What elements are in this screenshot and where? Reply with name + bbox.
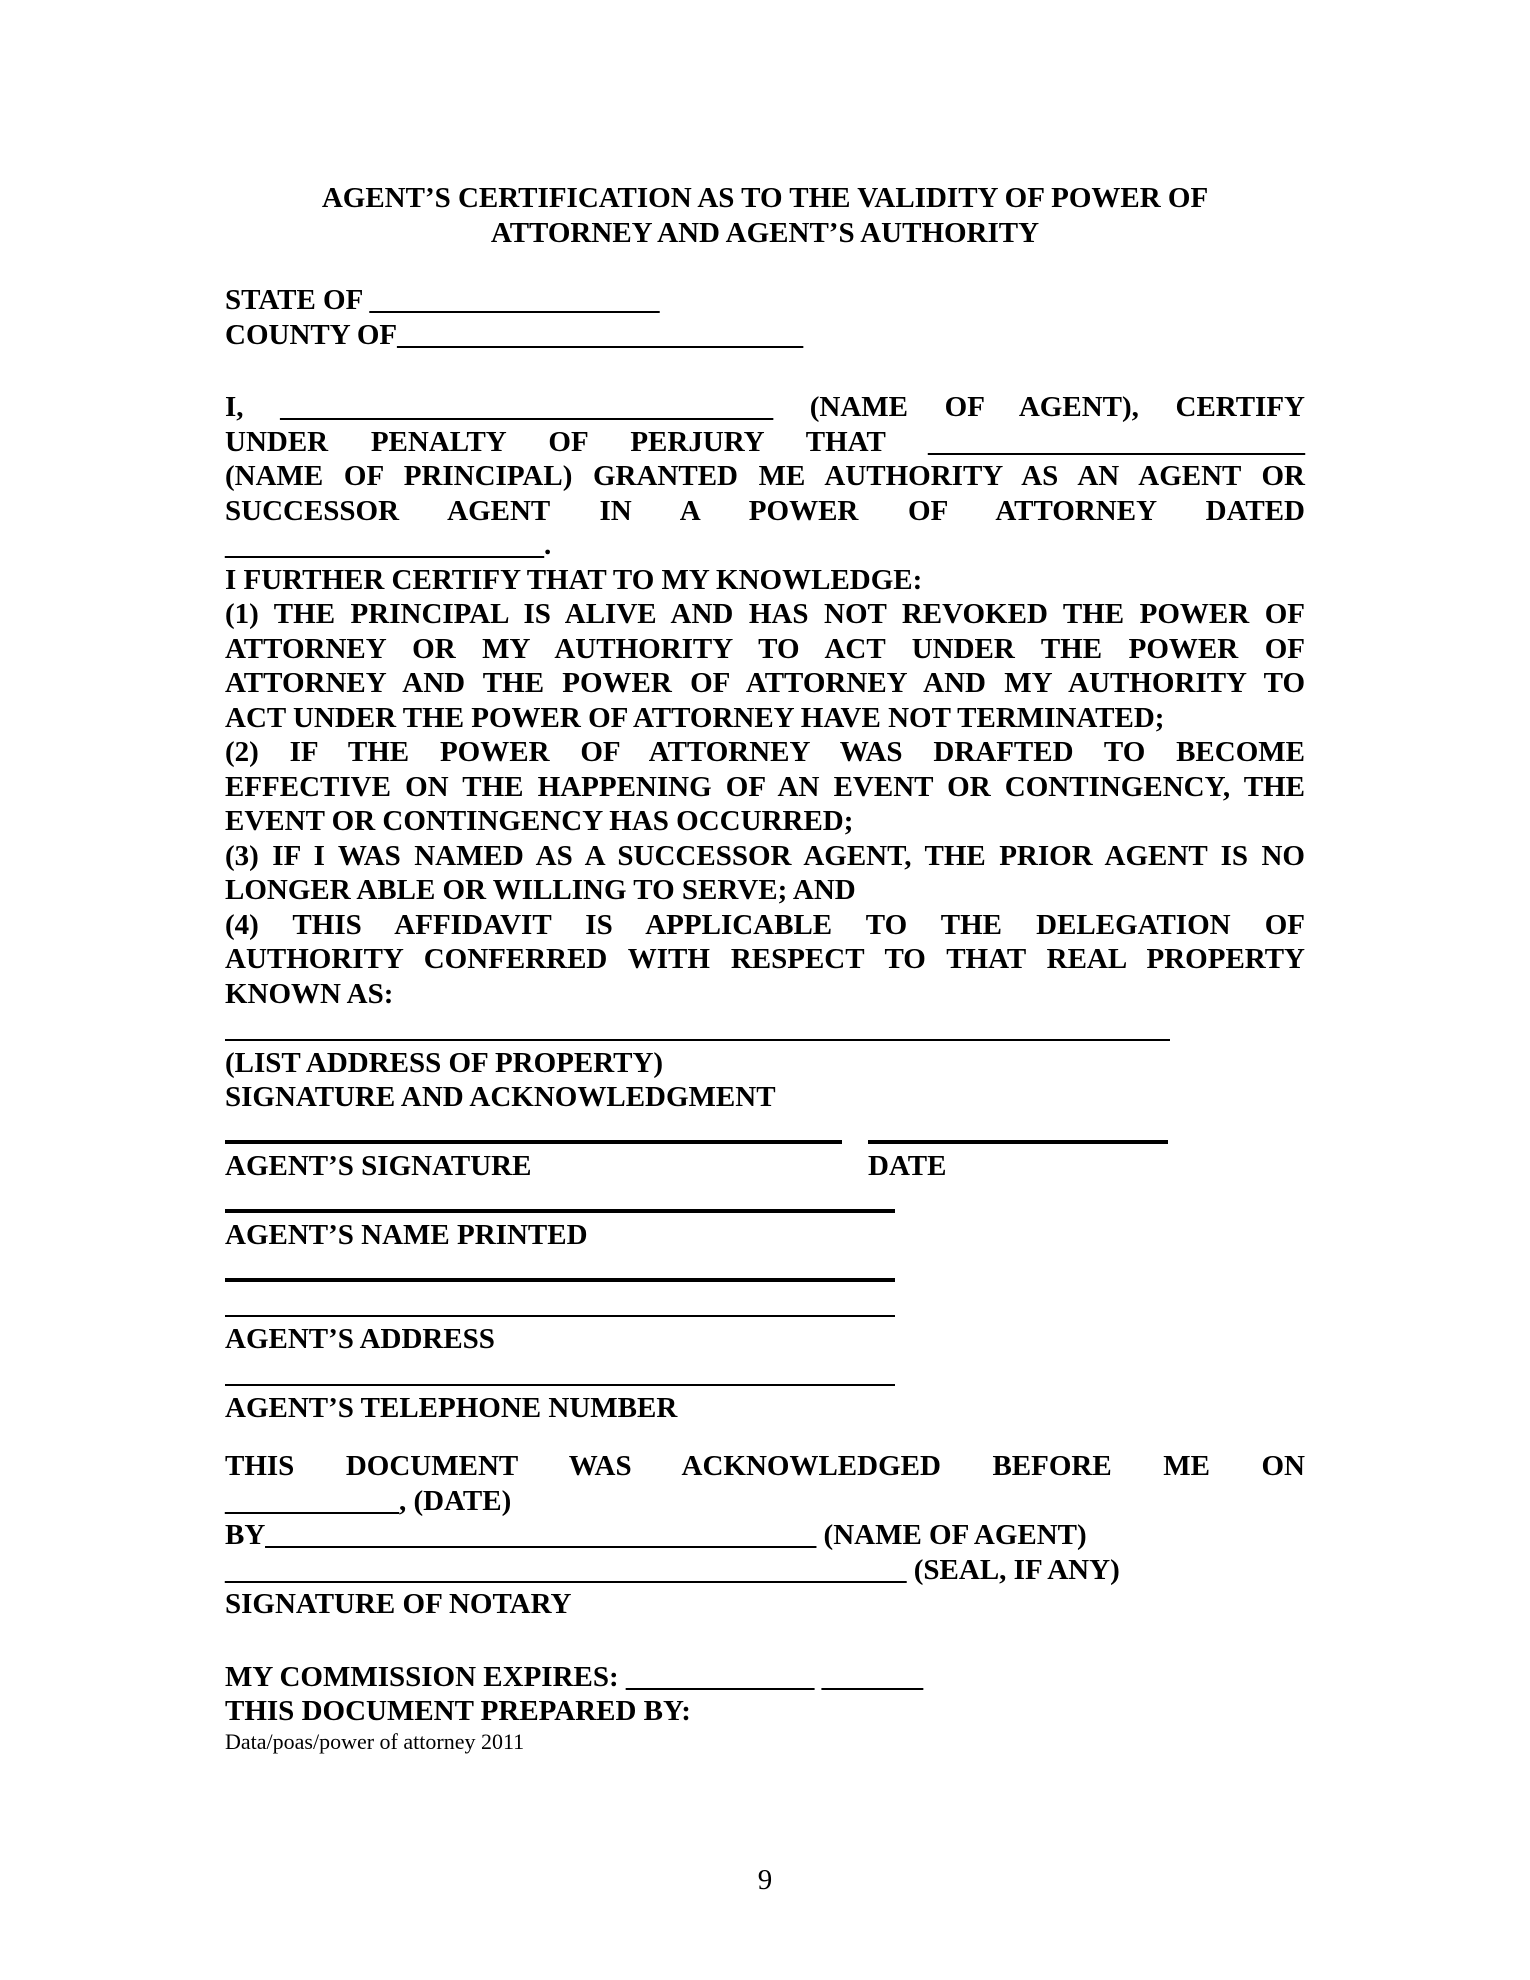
acknowledged-by-line: BY______________________________________ (NAME OF AGENT) <box>225 1519 1087 1551</box>
property-address-rule <box>225 1039 1170 1041</box>
clause-2-line: EVENT OR CONTINGENCY HAS OCCURRED; <box>225 805 854 837</box>
further-certify-line: I FURTHER CERTIFY THAT TO MY KNOWLEDGE: <box>225 563 923 596</box>
agent-signature-rule-row <box>225 1115 1305 1150</box>
certification-date-blank-line: ______________________. <box>225 529 552 561</box>
clause-1-line: ATTORNEY OR MY AUTHORITY TO ACT UNDER THE POWER OF <box>225 632 1305 665</box>
clause-3-line: (3) IF I WAS NAMED AS A SUCCESSOR AGENT, THE PRIOR AGENT IS NO <box>225 839 1305 872</box>
notary-signature-label: SIGNATURE OF NOTARY <box>225 1588 572 1620</box>
agent-name-rule <box>225 1209 895 1213</box>
footer-note: Data/poas/power of attorney 2011 <box>225 1728 525 1754</box>
property-address-rule-row <box>225 1011 1305 1046</box>
blank-rule <box>225 1278 895 1282</box>
notary-seal-line: _______________________________________________ (SEAL, IF ANY) <box>225 1553 1120 1586</box>
clause-4-line: (4) THIS AFFIDAVIT IS APPLICABLE TO THE DELEGATION OF <box>225 908 1305 941</box>
document-title <box>225 181 1305 250</box>
acknowledgment-date-line: ____________, (DATE) <box>225 1484 512 1517</box>
clause-2-line: (2) IF THE POWER OF ATTORNEY WAS DRAFTED TO BECOME <box>225 736 1305 768</box>
agent-name-rule-row <box>225 1184 1305 1219</box>
clause-1-line: (1) THE PRINCIPAL IS ALIVE AND HAS NOT REVOKED THE POWER OF <box>225 598 1305 630</box>
agent-address-rule-row <box>225 1287 1305 1322</box>
state-of-line: STATE OF ____________________ <box>225 284 660 316</box>
agent-address-label: AGENT’S ADDRESS <box>225 1322 495 1355</box>
agent-address-rule <box>225 1315 895 1317</box>
clause-1-line: ATTORNEY AND THE POWER OF ATTORNEY AND MY AUTHORITY TO <box>225 667 1305 699</box>
certification-paragraph <box>225 390 1305 1011</box>
agent-phone-label: AGENT’S TELEPHONE NUMBER <box>225 1391 678 1424</box>
clause-1-line: ACT UNDER THE POWER OF ATTORNEY HAVE NOT TERMINATED; <box>225 701 1165 734</box>
date-rule <box>868 1140 1168 1144</box>
clause-2-line: EFFECTIVE ON THE HAPPENING OF AN EVENT OR CONTINGENCY, THE <box>225 770 1305 803</box>
agent-signature-rule <box>225 1140 842 1144</box>
acknowledged-line: THIS DOCUMENT WAS ACKNOWLEDGED BEFORE ME ON <box>225 1450 1305 1482</box>
signature-acknowledgment-heading: SIGNATURE AND ACKNOWLEDGMENT <box>225 1081 776 1113</box>
prepared-by-label: THIS DOCUMENT PREPARED BY: <box>225 1695 691 1727</box>
certification-line: (NAME OF PRINCIPAL) GRANTED ME AUTHORITY AS AN AGENT OR <box>225 460 1305 492</box>
agent-phone-rule <box>225 1384 895 1386</box>
agent-signature-label-row <box>225 1149 1305 1184</box>
date-label: DATE <box>868 1150 947 1182</box>
clause-4-line: AUTHORITY CONFERRED WITH RESPECT TO THAT REAL PROPERTY <box>225 943 1305 975</box>
certification-line: I, __________________________________ (NAME OF AGENT), CERTIFY <box>225 391 1305 423</box>
agent-name-label: AGENT’S NAME PRINTED <box>225 1219 588 1251</box>
certification-line: SUCCESSOR AGENT IN A POWER OF ATTORNEY DATED <box>225 494 1305 527</box>
commission-section <box>225 1660 1305 1729</box>
commission-expires-line: MY COMMISSION EXPIRES: _____________ _______ <box>225 1660 924 1693</box>
county-of-line: COUNTY OF____________________________ <box>225 318 804 351</box>
clause-4-line: KNOWN AS: <box>225 977 394 1010</box>
notary-section <box>225 1449 1305 1622</box>
agent-signature-label: AGENT’S SIGNATURE <box>225 1150 532 1182</box>
jurisdiction-block <box>225 283 1305 352</box>
list-address-label: (LIST ADDRESS OF PROPERTY) <box>225 1046 664 1079</box>
certification-line: UNDER PENALTY OF PERJURY THAT __________________________ <box>225 425 1305 458</box>
page-number: 9 <box>757 1863 773 1896</box>
document-body <box>225 181 1305 1897</box>
signature-section <box>225 1011 1305 1425</box>
clause-3-line: LONGER ABLE OR WILLING TO SERVE; AND <box>225 874 856 906</box>
blank-rule-row <box>225 1253 1305 1288</box>
document-title-line-1: AGENT’S CERTIFICATION AS TO THE VALIDITY OF POWER OF <box>321 182 1209 214</box>
document-title-line-2: ATTORNEY AND AGENT’S AUTHORITY <box>490 216 1040 249</box>
agent-phone-rule-row <box>225 1356 1305 1391</box>
